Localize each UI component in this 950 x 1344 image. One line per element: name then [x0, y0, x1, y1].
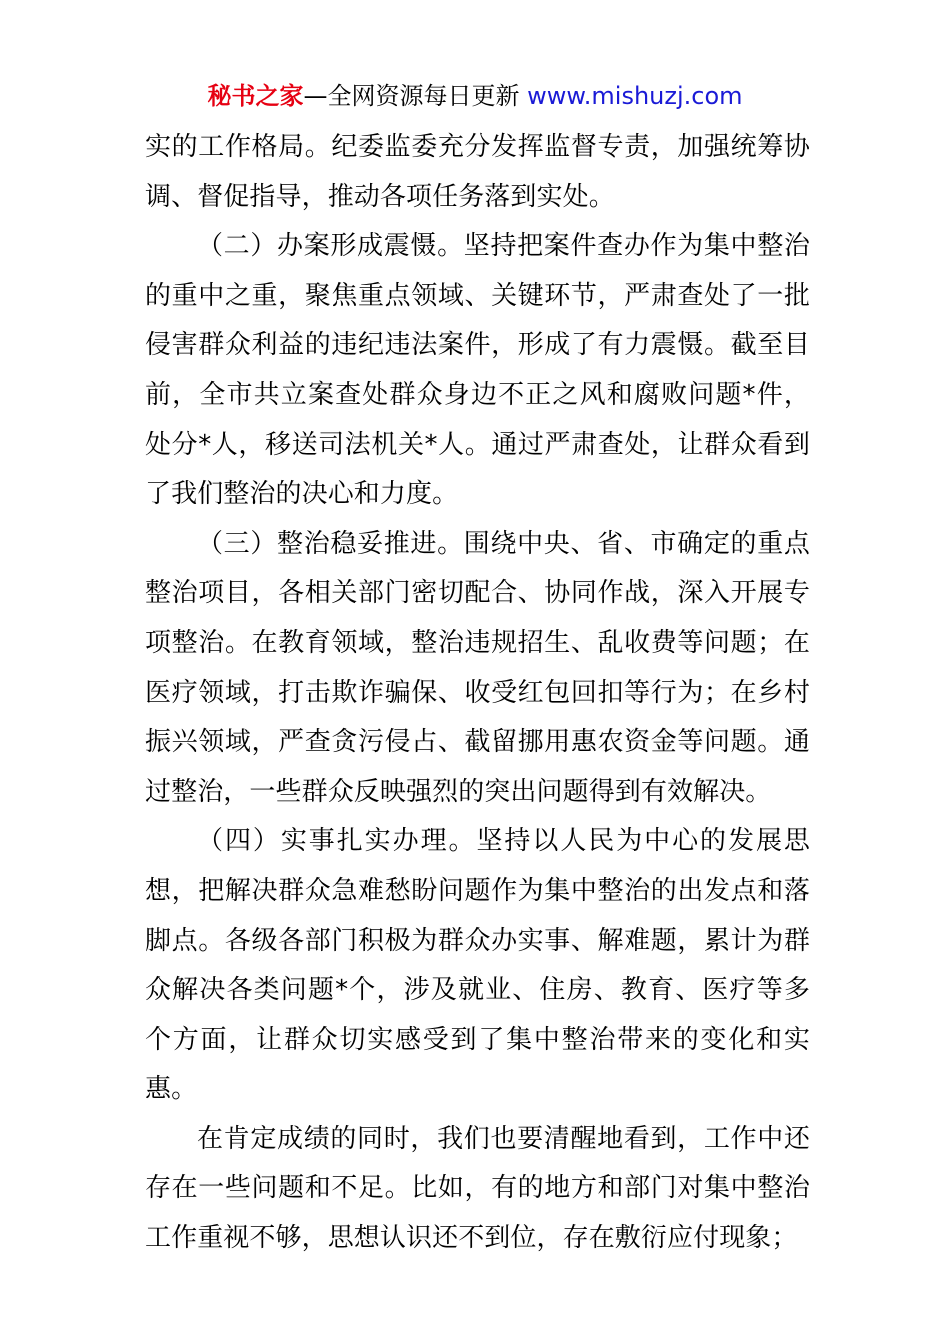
paragraph-section-2: （二）办案形成震慑。坚持把案件查办作为集中整治的重中之重，聚焦重点领域、关键环节，严肃查处了一批侵害群众利益的违纪违法案件，形成了有力震慑。截至目前，全市共立案查处群众身边不正之风和腐败问题*件，处分*人，移送司法机关*人。通过严肃查处，让群众看到了我们整治的决心和力度。 — [145, 231, 810, 510]
site-url-link[interactable]: www.mishuzj.com — [527, 82, 743, 110]
site-brand: 秘书之家 — [207, 82, 304, 110]
paragraph-shortcomings: 在肯定成绩的同时，我们也要清醒地看到，工作中还存在一些问题和不足。比如，有的地方和部门对集中整治工作重视不够，思想认识还不到位，存在敷衍应付现象； — [145, 1123, 810, 1254]
site-header — [0, 80, 950, 112]
document-body — [145, 123, 810, 1264]
paragraph-continued: 实的工作格局。纪委监委充分发挥监督专责，加强统筹协调、督促指导，推动各项任务落到实处。 — [145, 132, 810, 212]
site-slogan: —全网资源每日更新 — [303, 82, 528, 110]
paragraph-section-3: （三）整治稳妥推进。围绕中央、省、市确定的重点整治项目，各相关部门密切配合、协同作战，深入开展专项整治。在教育领域，整治违规招生、乱收费等问题；在医疗领域，打击欺诈骗保、收受红包回扣等行为；在乡村振兴领域，严查贪污侵占、截留挪用惠农资金等问题。通过整治，一些群众反映强烈的突出问题得到有效解决。 — [145, 528, 810, 807]
paragraph-section-4: （四）实事扎实办理。坚持以人民为中心的发展思想，把解决群众急难愁盼问题作为集中整治的出发点和落脚点。各级各部门积极为群众办实事、解难题，累计为群众解决各类问题*个，涉及就业、住房、教育、医疗等多个方面，让群众切实感受到了集中整治带来的变化和实惠。 — [145, 826, 810, 1105]
